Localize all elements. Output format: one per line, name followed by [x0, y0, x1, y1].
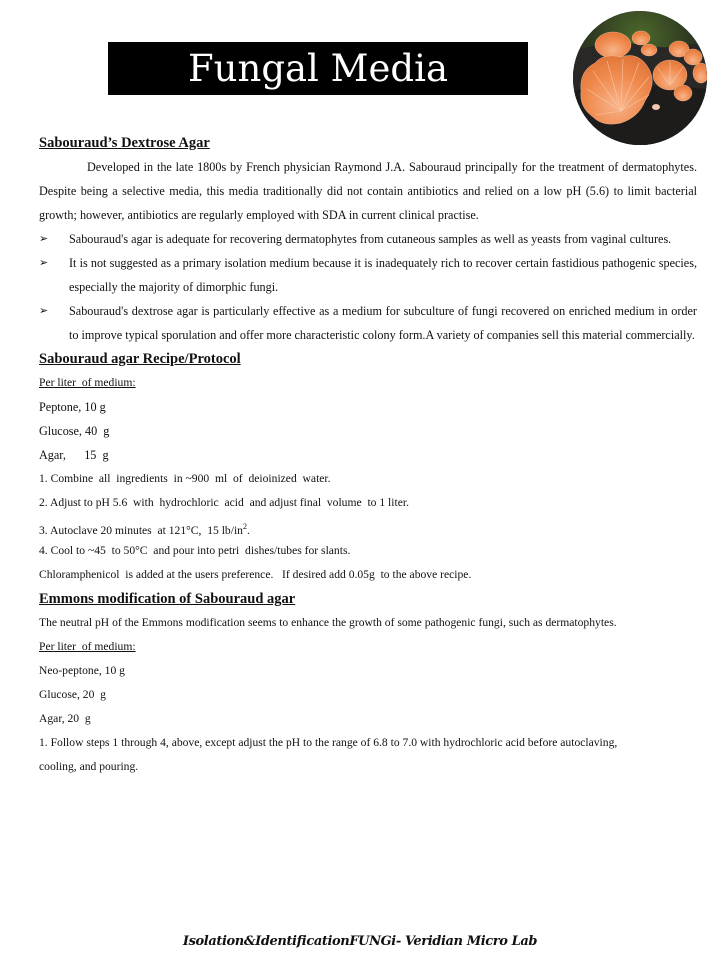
arrowhead-bullet-icon: ➢ — [39, 233, 49, 245]
bullet-item: ➢ Sabouraud's agar is adequate for recovering dermatophytes from cutaneous samples as well as yeasts from vaginal cultures. — [39, 227, 697, 251]
bullet-list — [39, 227, 697, 347]
document-body — [39, 131, 697, 779]
bullet-item: ➢ Sabouraud's dextrose agar is particularly effective as a medium for subculture of fungi recovered on enriched medium in order to improve typical sporulation and offer more characteristic colony form.A variety of companies sell this material commercially. — [39, 299, 697, 347]
bullet-item: ➢ It is not suggested as a primary isolation medium because it is inadequately rich to recover certain fastidious pathogenic species, especially the majority of dimorphic fungi. — [39, 251, 697, 299]
mushroom-photo — [573, 11, 707, 145]
section-heading-emmons-modification: Emmons modification of Sabouraud agar — [39, 591, 296, 607]
emmons-intro: The neutral pH of the Emmons modification seems to enhance the growth of some pathogenic fungi, such as dermatophytes. — [39, 616, 617, 629]
page-title: Fungal Media — [187, 47, 449, 90]
ingredient-line: Agar, 15 g — [39, 448, 109, 462]
intro-paragraph: Developed in the late 1800s by French physician Raymond J.A. Sabouraud principally for the treatment of dermatophytes. Despite being a selective media, this media traditionally did not contain antibiotics and relied on a low pH (5.6) to limit bacterial growth; however, antibiotics are regularly employed with SDA in current clinical practise. — [39, 160, 697, 222]
title-banner — [108, 42, 528, 95]
ingredient-line: Glucose, 20 g — [39, 688, 106, 701]
emmons-step: 1. Follow steps 1 through 4, above, except adjust the pH to the range of 6.8 to 7.0 with hydrochloric acid before autoclaving, cooling, and pouring. — [39, 736, 618, 773]
arrowhead-bullet-icon: ➢ — [39, 257, 49, 269]
per-liter-label: Per liter of medium: — [39, 376, 136, 389]
protocol-step: 3. Autoclave 20 minutes at 121°C, 15 $lb/in^2$. — [39, 522, 250, 537]
section-heading-recipe-protocol: Sabouraud agar Recipe/Protocol — [39, 351, 241, 367]
per-liter-label: Per liter of medium: — [39, 640, 136, 653]
superscript: 2 — [242, 522, 247, 531]
footer-text: Isolation&IdentificationFUNGi- Veridian Micro Lab — [182, 934, 538, 949]
ingredient-line: Glucose, 40 g — [39, 424, 110, 438]
protocol-step: 2. Adjust to pH 5.6 with hydrochloric acid and adjust final volume to 1 liter. — [39, 496, 409, 509]
section-heading-sabouraud-dextrose-agar: Sabouraud’s Dextrose Agar — [39, 135, 210, 151]
chloramphenicol-note: Chloramphenicol is added at the users preference. If desired add 0.05g to the above recipe. — [39, 568, 472, 581]
protocol-step: 1. Combine all ingredients in ~900 ml of deioinized water. — [39, 472, 331, 485]
ingredient-line: Peptone, 10 g — [39, 400, 106, 414]
ingredient-line: Neo-peptone, 10 g — [39, 664, 125, 677]
arrowhead-bullet-icon: ➢ — [39, 305, 49, 317]
ingredient-line: Agar, 20 g — [39, 712, 91, 725]
mushroom-illustration — [573, 11, 707, 145]
protocol-step: 4. Cool to ~45 to 50°C and pour into petri dishes/tubes for slants. — [39, 544, 351, 557]
